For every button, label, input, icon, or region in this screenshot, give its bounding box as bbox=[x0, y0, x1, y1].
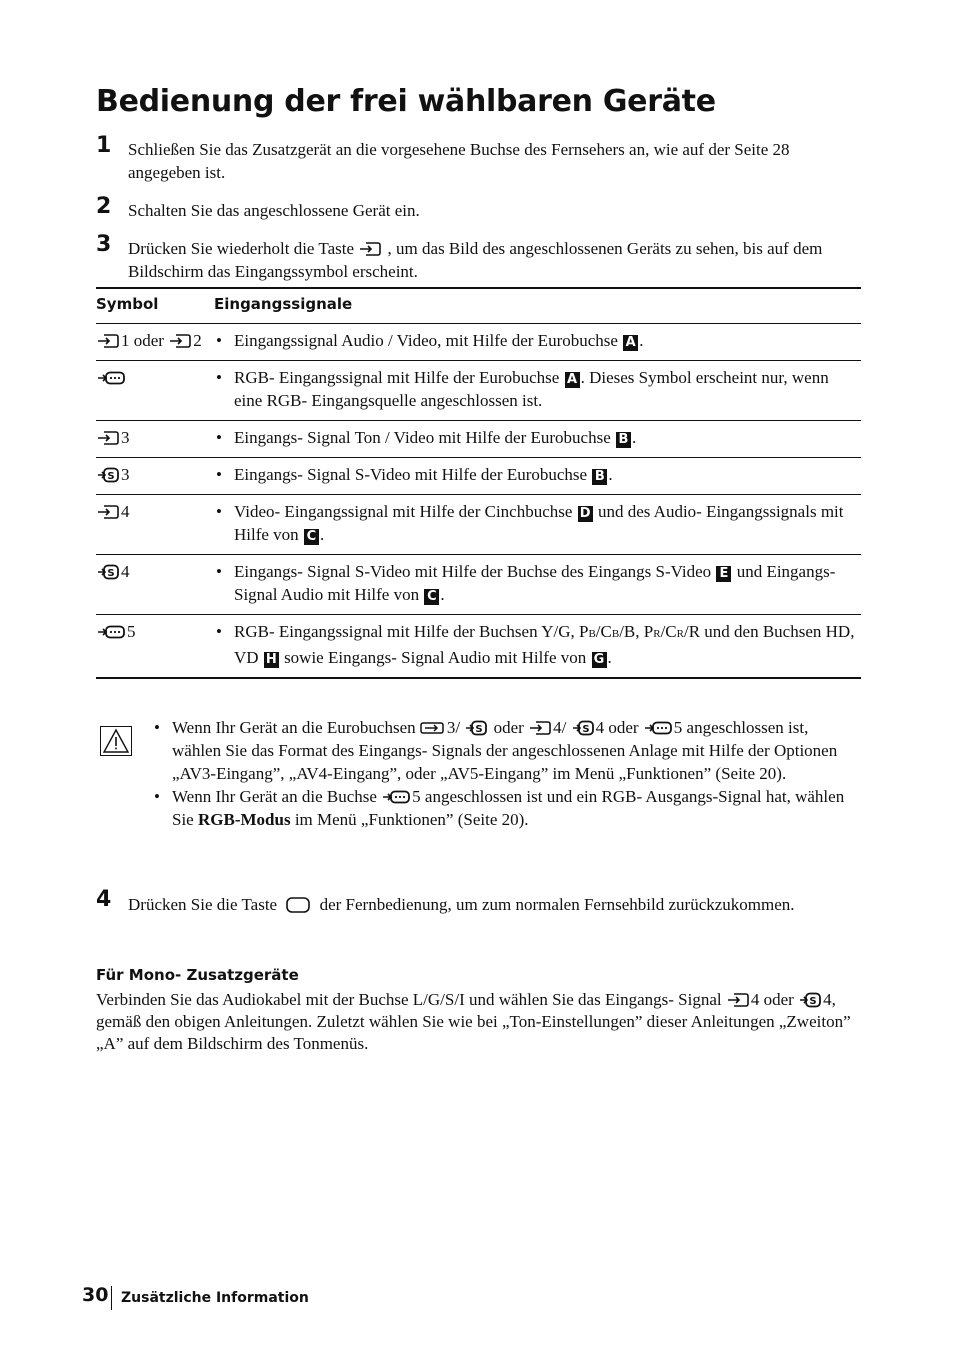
step-3-text-a: Drücken Sie wiederholt die Taste bbox=[128, 239, 355, 258]
symbol-label: 3 bbox=[121, 428, 130, 447]
rgb-input-icon bbox=[381, 789, 411, 805]
step-1-text: Schließen Sie das Zusatzgerät an die vorgesehene Buchse des Fernsehers an, wie auf der Seite 28 angegeben ist. bbox=[128, 140, 790, 182]
warning-triangle-icon bbox=[100, 726, 132, 756]
input-arrow-icon bbox=[726, 992, 750, 1008]
signal-description: • Eingangs- Signal S-Video mit Hilfe der Buchse des Eingangs S-Video E und Eingangs- Signal Audio mit Hilfe von C . bbox=[214, 555, 861, 615]
input-arrow-icon bbox=[358, 241, 382, 257]
table-row bbox=[96, 555, 861, 615]
mono-text: Verbinden Sie das Audiokabel mit der Buchse L/G/S/I und wählen Sie das Eingangs- Signal 4 oder S 4, gemäß den obigen Anleitungen. Zuletzt wählen Sie wie bei „Ton-Einstellungen” dieser Anleitungen „Zweiton” „A” auf dem Bildschirm des Tonmenüs. bbox=[96, 990, 851, 1053]
jack-label-box: A bbox=[623, 335, 638, 351]
signal-description: • Eingangssignal Audio / Video, mit Hilfe der Eurobuchse A . bbox=[214, 324, 861, 361]
table-row bbox=[96, 324, 861, 361]
svideo-input-icon bbox=[464, 720, 488, 736]
svideo-input-icon bbox=[571, 720, 595, 736]
input-arrow-icon bbox=[168, 333, 192, 349]
table-row bbox=[96, 421, 861, 458]
symbol-cell bbox=[96, 421, 214, 458]
step-2-text: Schalten Sie das angeschlossene Gerät ein. bbox=[128, 201, 420, 220]
signals-header: Eingangssignale bbox=[214, 288, 861, 324]
symbol-cell bbox=[96, 324, 214, 361]
input-arrow-icon bbox=[528, 720, 552, 736]
jack-label-box: C bbox=[424, 589, 439, 605]
svg-text:S: S bbox=[809, 996, 817, 1007]
svg-text:S: S bbox=[107, 568, 115, 579]
table-row bbox=[96, 361, 861, 421]
jack-label-box: C bbox=[304, 529, 319, 545]
symbol-label: 2 bbox=[193, 331, 202, 350]
input-arrow-icon bbox=[420, 720, 446, 736]
signal-description: • RGB- Eingangssignal mit Hilfe der Eurobuchse A . Dieses Symbol erscheint nur, wenn eine RGB- Eingangsquelle angeschlossen ist. bbox=[214, 361, 861, 421]
jack-label-box: G bbox=[592, 652, 607, 668]
signal-description: • Eingangs- Signal Ton / Video mit Hilfe der Eurobuchse B . bbox=[214, 421, 861, 458]
rgb-input-icon bbox=[96, 624, 126, 640]
step-number-3: 3 bbox=[96, 232, 112, 257]
input-arrow-icon bbox=[96, 333, 120, 349]
note-item: • Wenn Ihr Gerät an die Buchse 5 angeschlossen ist und ein RGB- Ausgangs-Signal hat, wählen Sie RGB-Modus im Menü „Funktionen” (Seite 20). bbox=[150, 785, 860, 831]
input-signals-table bbox=[96, 287, 861, 679]
symbol-header: Symbol bbox=[96, 288, 214, 324]
jack-label-box: A bbox=[565, 372, 580, 388]
footer-divider bbox=[111, 1286, 112, 1310]
step-4-text: Drücken Sie die Taste der Fernbedienung, um zum normalen Fernsehbild zurückzukommen. bbox=[128, 895, 795, 914]
svg-text:S: S bbox=[107, 471, 115, 482]
jack-label-box: H bbox=[264, 652, 279, 668]
note-item: • Wenn Ihr Gerät an die Eurobuchsen 3/ S oder 4/ S 4 oder 5 angeschlossen ist, wählen Sie das Format des Eingangs- Signals der angeschlossenen Anlage mit Hilfe der Optionen „AV3-Eingang”, „AV4-Eingang”, oder „AV5-Eingang” im Menü „Funktionen” (Seite 20). bbox=[150, 716, 860, 785]
table-row bbox=[96, 458, 861, 495]
section-name: Zusätzliche Information bbox=[121, 1290, 309, 1306]
jack-label-box: B bbox=[616, 432, 631, 448]
signal-description: • Eingangs- Signal S-Video mit Hilfe der Eurobuchse B . bbox=[214, 458, 861, 495]
page-title: Bedienung der frei wählbaren Geräte bbox=[96, 84, 716, 119]
input-arrow-icon bbox=[96, 430, 120, 446]
table-row bbox=[96, 615, 861, 679]
signal-description: • RGB- Eingangssignal mit Hilfe der Buchsen Y/G, PB/CB/B, PR/CR/R und den Buchsen HD, VD H sowie Eingangs- Signal Audio mit Hilfe von G . bbox=[214, 615, 861, 679]
rgb-input-icon bbox=[96, 370, 126, 386]
symbol-cell bbox=[96, 361, 214, 421]
step-3-text-b: , um das Bild des angeschlossenen Geräts zu sehen, bis auf dem Bildschirm das Eingangssymbol erscheint. bbox=[128, 239, 823, 281]
step-number-2: 2 bbox=[96, 194, 112, 219]
step-number-1: 1 bbox=[96, 133, 112, 158]
jack-label-box: B bbox=[592, 469, 607, 485]
symbol-label: 5 bbox=[127, 622, 136, 641]
tv-button-icon bbox=[285, 896, 311, 914]
rgb-mode-label: RGB-Modus bbox=[197, 810, 291, 829]
symbol-cell bbox=[96, 458, 214, 495]
symbol-label: 1 oder bbox=[121, 331, 164, 350]
symbol-cell bbox=[96, 555, 214, 615]
step-3-text bbox=[128, 237, 858, 283]
signal-description: • Video- Eingangssignal mit Hilfe der Cinchbuchse D und des Audio- Eingangssignals mit Hilfe von C . bbox=[214, 495, 861, 555]
svideo-input-icon bbox=[798, 992, 822, 1008]
table-row bbox=[96, 495, 861, 555]
symbol-cell bbox=[96, 615, 214, 679]
jack-label-box: D bbox=[578, 506, 593, 522]
symbol-label: 4 bbox=[121, 562, 130, 581]
symbol-label: 3 bbox=[121, 465, 130, 484]
jack-label-box: E bbox=[716, 566, 731, 582]
rgb-input-icon bbox=[643, 720, 673, 736]
step-number-4: 4 bbox=[96, 887, 112, 912]
mono-heading: Für Mono- Zusatzgeräte bbox=[96, 966, 299, 984]
symbol-label: 4 bbox=[121, 502, 130, 521]
svideo-input-icon bbox=[96, 467, 120, 483]
input-arrow-icon bbox=[96, 504, 120, 520]
notes-list bbox=[150, 716, 860, 831]
svg-text:S: S bbox=[581, 724, 590, 735]
svg-text:S: S bbox=[475, 724, 483, 735]
page-number: 30 bbox=[82, 1284, 109, 1306]
symbol-cell bbox=[96, 495, 214, 555]
svideo-input-icon bbox=[96, 564, 120, 580]
